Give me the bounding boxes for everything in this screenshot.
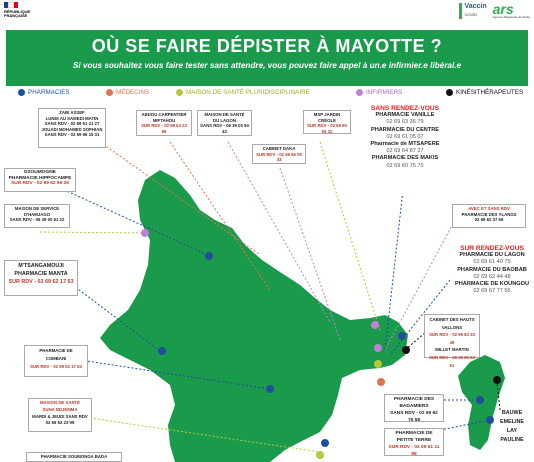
box-line: JOUADI MOHAMED SOPHIAN — [41, 126, 103, 132]
pharmacy-name: PHARMACIE DU BAOBAB — [457, 266, 527, 273]
box-combani — [24, 345, 88, 377]
box-line: PHARMACIE HIPPOCAMPE — [8, 175, 72, 181]
box-line: SUR RDV - 02 69 63 33 49 — [429, 332, 475, 345]
sur-rdv-box — [452, 244, 532, 312]
box-line: SANS RDV - 06 39 00 61 22 — [9, 217, 65, 223]
box-line: SANS RDV - 02 69 62 75 58 — [390, 411, 438, 423]
box-bauwe — [494, 408, 530, 454]
box-line: MILLET MARTIN — [435, 347, 469, 353]
nurse-dot-icon — [356, 89, 363, 96]
rf-text: RÉPUBLIQUE FRANÇAISE — [4, 9, 31, 18]
box-line: SANS RDV - 02 69 61 21 27 — [44, 121, 100, 127]
pharmacy-phone: 02 69 64 87 27 — [386, 148, 424, 155]
box-badamiers — [384, 394, 444, 422]
box-line: LUNDI AU SAMEDI MATIN — [45, 115, 99, 121]
pharmacy-point — [266, 385, 274, 393]
legend-label: PHARMACIES — [28, 88, 70, 96]
box-line: PHARMACIE SOUMONGA BADA — [40, 454, 108, 459]
doctor-point — [377, 378, 385, 386]
box-line: M'TSANGAMOUJI — [18, 263, 64, 269]
box-line: D'HAMJAGO — [23, 211, 51, 217]
grande-terre-island — [100, 170, 408, 462]
box-line: SUR RDV - 02 69 62 96 26 — [11, 181, 69, 187]
vaccin-covid-logo — [459, 3, 486, 19]
pharmacy-name: Pharmacie de MTSAPERE — [370, 141, 440, 148]
box-line: SANS RDV - 02 69 66 15 31 — [44, 132, 100, 138]
box-line: SUR RDV - 06 39 69 93 61 — [429, 354, 475, 368]
pharmacy-dot-icon — [18, 89, 25, 96]
box-line: EMELINE — [500, 419, 524, 425]
box-line: PHARMACIE DES YLANGS — [461, 211, 517, 217]
legend — [6, 86, 528, 98]
box-dzoumogne — [4, 168, 76, 192]
box-line: SUR RDV - 02 69 61 11 88 — [388, 445, 440, 457]
box-line: PHARMACIE DES — [393, 397, 435, 402]
vaccin-label: Vaccin — [464, 3, 487, 10]
box-line: SUHA NDJEMMA — [42, 406, 78, 412]
physio-point — [402, 346, 410, 354]
doctor-dot-icon — [106, 89, 113, 96]
box-line: SUR RDV - 02 69 62 17 63 — [8, 279, 74, 285]
nurse-point — [371, 321, 379, 329]
box-zabi-assef — [38, 108, 106, 148]
pharmacy-point — [205, 252, 213, 260]
nurse-point — [374, 344, 382, 352]
msp-point — [316, 451, 324, 459]
health-house-dot-icon — [176, 89, 183, 96]
pharmacy-point — [476, 396, 484, 404]
french-flag-icon — [4, 2, 18, 8]
legend-pharmacies — [18, 89, 70, 96]
box-line: AVEC ET SANS RDV — [468, 206, 510, 211]
box-suha-ndjemma — [28, 398, 92, 432]
pharmacy-name: PHARMACIE DU LAGON — [459, 252, 525, 259]
box-line: MSP JARDIN — [313, 112, 341, 117]
physio-dot-icon — [446, 89, 453, 96]
box-line: LAY PAULINE — [500, 428, 524, 443]
ars-sub: Agence Régionale de Santé — [492, 15, 530, 19]
pharmacy-point — [486, 416, 494, 424]
box-line: MAISON DE SANTÉ — [204, 112, 245, 117]
legend-label: KINÉSITHÉRAPEUTES — [456, 88, 524, 96]
header-banner — [6, 30, 528, 86]
physio-point — [493, 376, 501, 384]
box-hauts-vallons — [424, 314, 480, 368]
pharmacy-phone: 02 69 62 44 48 — [473, 273, 511, 280]
legend-kine — [446, 89, 523, 96]
pharmacy-phone: 02 69 61 40 75 — [473, 259, 511, 266]
box-line: SUR RDV - 02 69 66 00 33 — [256, 151, 302, 163]
box-line: DU LAGON — [213, 117, 236, 123]
sur-rdv-heading: SUR RENDEZ-VOUS — [460, 245, 524, 252]
box-line: MAISON DE SERVICE — [14, 206, 60, 211]
pharmacy-phone: 02 69 67 77 56 — [473, 288, 511, 295]
box-line: ZABI ASSEF — [59, 110, 85, 115]
pharmacy-point — [398, 332, 406, 340]
ars-logo — [493, 3, 530, 19]
box-cabinet-daka — [252, 144, 306, 164]
top-bar — [0, 0, 534, 30]
box-line: MARDI & JEUDI SANS RDV — [32, 413, 88, 419]
box-line: CRÉOLE — [318, 117, 336, 123]
box-maison-sante-lagon — [197, 110, 252, 136]
sans-rdv-box — [362, 104, 448, 196]
box-ylangs — [452, 204, 526, 228]
box-petite-terre — [384, 428, 444, 456]
box-line: ABDOU CARPENTIER — [141, 112, 187, 117]
box-line: PHARMACIE MANTA — [14, 271, 68, 277]
ars-label: ars — [492, 1, 514, 17]
pharmacy-point — [158, 347, 166, 355]
box-line: DZOUMOGNE — [24, 170, 56, 175]
box-line: 02 69 62 37 66 — [474, 217, 504, 223]
legend-msp — [176, 89, 310, 96]
box-line: CABINET DAKA — [262, 146, 296, 151]
legend-medecins — [106, 89, 149, 96]
box-hamjago — [4, 204, 70, 228]
pharmacy-name: PHARMACIE DES MAKIS — [371, 155, 439, 162]
pharmacy-phone: 02 69 60 75 75 — [386, 162, 424, 169]
box-mtsangamouji — [4, 260, 78, 296]
pharmacy-phone: 02 69 63 36 79 — [386, 119, 424, 126]
box-line: SUR RDV - 02 69 63 23 86 — [141, 123, 187, 134]
legend-label: INFIRMIERS — [366, 88, 403, 96]
page-title: OÙ SE FAIRE DÉPISTER À MAYOTTE ? — [91, 36, 443, 56]
box-line: PETITE TERRE — [396, 438, 432, 443]
box-line: VALLONS — [441, 324, 463, 330]
box-line: PHARMACIE DE — [395, 431, 433, 436]
pharmacy-phone: 02 69 61 05 07 — [386, 133, 424, 140]
box-soumonga — [26, 452, 122, 462]
republique-francaise-logo — [4, 2, 44, 28]
box-line: MAISON DE SANTÉ — [39, 400, 81, 405]
box-line: 02 69 62 23 99 — [45, 420, 75, 426]
box-line: SUR RDV - 02 69 62 17 63 — [30, 364, 82, 369]
page-subtitle: Si vous souhaitez vous faire tester sans attendre, vous pouvez faire appel à un.e infirmier.e libéral.e — [72, 61, 462, 70]
legend-infirmiers — [356, 89, 402, 96]
msp-point — [374, 360, 382, 368]
box-line: SANS RDV - 06 39 03 94 43 — [200, 123, 249, 134]
box-abdou-carpentier — [136, 110, 192, 136]
sans-rdv-heading: SANS RENDEZ-VOUS — [370, 105, 440, 112]
pharmacy-point — [321, 439, 329, 447]
msp-point — [141, 229, 149, 237]
box-msp-jardin-creole — [303, 110, 351, 134]
box-line: PHARMACIE DE — [39, 348, 73, 353]
vaccin-sub: COVID — [464, 12, 478, 17]
legend-label: MAISON DE SANTÉ PLURIDISCIPLINAIRE — [186, 88, 310, 96]
box-line: CABINET DES HAUTS — [429, 317, 475, 322]
pharmacy-name: PHARMACIE DE KOUNGOU — [455, 281, 529, 288]
box-line: COMBANI — [45, 356, 67, 361]
box-line: SUR RDV - 02 69 60 94 32 — [307, 123, 347, 134]
box-line: MIFTAHOU — [152, 117, 176, 123]
legend-label: MÉDECINS — [116, 88, 150, 96]
box-line: BAUWE — [501, 410, 523, 416]
pharmacy-name: PHARMACIE VANILLE — [375, 112, 435, 119]
box-line: BADAMIERS — [399, 404, 429, 409]
pharmacy-name: PHARMACIE DU CENTRE — [370, 126, 440, 133]
